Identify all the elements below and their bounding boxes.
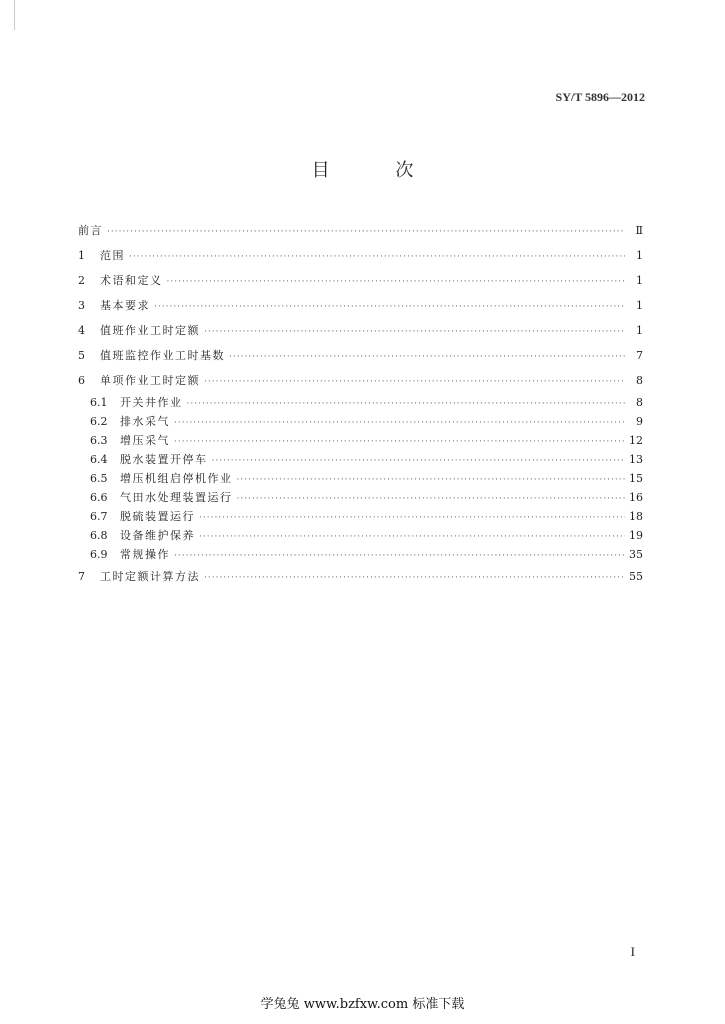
toc-entry-number: 6.9: [90, 548, 108, 561]
toc-dot-leader: [212, 452, 626, 471]
toc-entry[interactable]: [78, 343, 643, 368]
toc-dot-leader: [204, 320, 625, 345]
toc-entry[interactable]: [78, 545, 643, 564]
toc-entry-page: 19: [629, 529, 643, 542]
toc-dot-leader: [237, 490, 626, 509]
toc-dot-leader: [204, 370, 625, 395]
page-number: I: [630, 944, 635, 959]
toc-entry[interactable]: [78, 507, 643, 526]
toc-entry-page: 1: [636, 249, 643, 262]
toc-dot-leader: [107, 220, 625, 245]
toc-dot-leader: [174, 547, 625, 566]
toc-entry-label: 基本要求: [100, 299, 150, 312]
toc-dot-leader: [204, 566, 625, 591]
toc-entry[interactable]: [78, 318, 643, 343]
toc-entry-number: 2: [78, 274, 85, 287]
toc-entry-page: 8: [636, 396, 643, 409]
toc-dot-leader: [199, 528, 625, 547]
toc-entry-number: 6: [78, 374, 85, 387]
toc-entry-number: 6.7: [90, 510, 108, 523]
toc-entry[interactable]: [78, 526, 643, 545]
toc-dot-leader: [154, 295, 625, 320]
toc-entry-label: 前言: [78, 224, 103, 237]
toc-entry[interactable]: [78, 564, 643, 589]
toc-entry-page: 13: [629, 453, 643, 466]
toc-entry[interactable]: [78, 469, 643, 488]
toc-entry-label: 脱水装置开停车: [120, 453, 208, 466]
scan-edge-mark: [14, 0, 15, 30]
toc-entry-page: 7: [636, 349, 643, 362]
toc-entry-label: 工时定额计算方法: [100, 570, 200, 583]
toc-entry-page: 1: [636, 324, 643, 337]
table-of-contents: [78, 218, 643, 589]
toc-entry[interactable]: [78, 268, 643, 293]
toc-entry-number: 6.1: [90, 396, 108, 409]
toc-entry-number: 6.2: [90, 415, 108, 428]
toc-entry-number: 5: [78, 349, 85, 362]
toc-entry-page: 15: [629, 472, 643, 485]
toc-entry-page: 12: [629, 434, 643, 447]
toc-entry-label: 值班作业工时定额: [100, 324, 200, 337]
toc-dot-leader: [237, 471, 626, 490]
toc-dot-leader: [167, 270, 626, 295]
toc-entry[interactable]: [78, 412, 643, 431]
toc-entry-page: 35: [629, 548, 643, 561]
toc-entry-label: 设备维护保养: [120, 529, 195, 542]
toc-entry-number: 6.3: [90, 434, 108, 447]
toc-entry-number: 6.8: [90, 529, 108, 542]
toc-entry-number: 7: [78, 570, 85, 583]
toc-dot-leader: [199, 509, 625, 528]
toc-entry-label: 范围: [100, 249, 125, 262]
toc-entry-label: 单项作业工时定额: [100, 374, 200, 387]
toc-entry-page: 18: [629, 510, 643, 523]
toc-entry-label: 增压机组启停机作业: [120, 472, 233, 485]
toc-entry-label: 排水采气: [120, 415, 170, 428]
toc-entry[interactable]: [78, 243, 643, 268]
toc-entry-label: 术语和定义: [100, 274, 163, 287]
toc-entry-page: Ⅱ: [635, 224, 643, 237]
toc-entry-label: 常规操作: [120, 548, 170, 561]
toc-dot-leader: [229, 345, 625, 370]
toc-entry-number: 6.6: [90, 491, 108, 504]
toc-dot-leader: [129, 245, 625, 270]
footer-watermark: 学兔兔 www.bzfxw.com 标准下载: [260, 997, 465, 1012]
toc-entry[interactable]: [78, 393, 643, 412]
toc-entry-label: 脱硫装置运行: [120, 510, 195, 523]
toc-entry[interactable]: [78, 293, 643, 318]
toc-entry-number: 3: [78, 299, 85, 312]
toc-entry-label: 气田水处理装置运行: [120, 491, 233, 504]
toc-entry-page: 1: [636, 299, 643, 312]
toc-entry-page: 1: [636, 274, 643, 287]
toc-entry-label: 增压采气: [120, 434, 170, 447]
page-title: 目 次: [311, 160, 444, 181]
toc-entry-number: 4: [78, 324, 85, 337]
toc-entry-page: 16: [629, 491, 643, 504]
toc-entry-label: 开关井作业: [120, 396, 183, 409]
toc-entry-page: 55: [629, 570, 643, 583]
toc-entry[interactable]: [78, 450, 643, 469]
toc-dot-leader: [174, 414, 625, 433]
toc-entry[interactable]: [78, 218, 643, 243]
toc-entry[interactable]: [78, 488, 643, 507]
toc-entry[interactable]: [78, 368, 643, 393]
toc-entry-number: 6.5: [90, 472, 108, 485]
toc-entry-number: 1: [78, 249, 85, 262]
standard-code: SY/T 5896—2012: [555, 90, 645, 104]
toc-entry-label: 值班监控作业工时基数: [100, 349, 225, 362]
toc-dot-leader: [174, 433, 625, 452]
toc-entry-page: 8: [636, 374, 643, 387]
toc-entry[interactable]: [78, 431, 643, 450]
toc-entry-number: 6.4: [90, 453, 108, 466]
toc-entry-page: 9: [636, 415, 643, 428]
toc-dot-leader: [187, 395, 626, 414]
